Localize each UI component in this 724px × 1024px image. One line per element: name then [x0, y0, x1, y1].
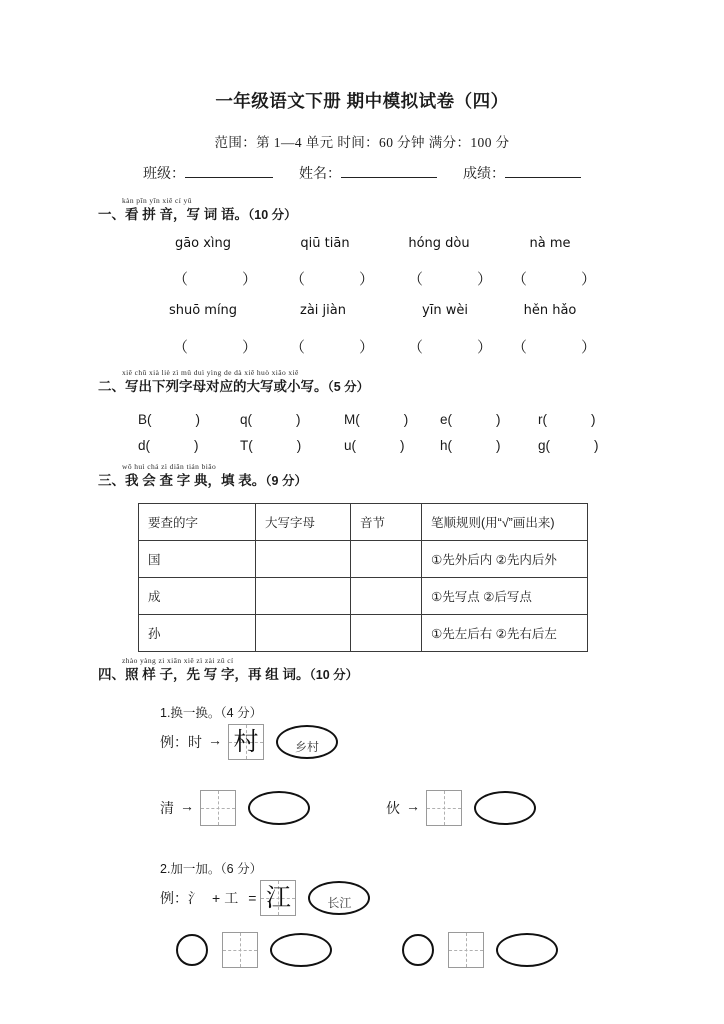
- letter-item[interactable]: q(): [240, 412, 301, 427]
- exercise-item-2: [386, 790, 536, 826]
- arrow-icon: →: [406, 800, 420, 815]
- name-field[interactable]: [341, 177, 437, 178]
- item-prompt: 清: [160, 800, 174, 816]
- answer-bracket[interactable]: （ ）: [512, 272, 597, 288]
- letter-item[interactable]: B(): [138, 412, 201, 427]
- character-grid-box[interactable]: [426, 790, 462, 826]
- letter-item[interactable]: M(): [344, 412, 409, 427]
- score-field[interactable]: [505, 177, 581, 178]
- ellipse-word: 乡村: [294, 739, 319, 754]
- pinyin-word: nà me: [529, 236, 571, 251]
- table-cell-letter[interactable]: [256, 578, 351, 615]
- section-2-heading: [98, 368, 369, 396]
- example-item-换一换: [160, 724, 338, 760]
- table-cell-syllable[interactable]: [351, 578, 422, 615]
- exercise-item-3: [176, 932, 332, 968]
- table-cell-char: 成: [139, 578, 256, 615]
- pinyin-word: hěn hǎo: [523, 303, 577, 318]
- exercise-item-1: [160, 790, 310, 826]
- table-cell-syllable[interactable]: [351, 541, 422, 578]
- item-prompt: 伙: [386, 800, 400, 816]
- section-3-pinyin: wǒ huì chá zì diǎn tián biǎo: [122, 462, 217, 471]
- character-grid-box[interactable]: [200, 790, 236, 826]
- word-ellipse[interactable]: [248, 791, 310, 825]
- table-row: [139, 615, 588, 652]
- answer-bracket[interactable]: （ ）: [512, 340, 597, 356]
- answer-bracket[interactable]: （ ）: [290, 340, 375, 356]
- table-header-row: [139, 504, 588, 541]
- letter-item[interactable]: d(): [138, 438, 199, 453]
- character-grid-box[interactable]: [448, 932, 484, 968]
- ellipse-word: 长江: [327, 895, 352, 910]
- table-header-cell: 要查的字: [139, 504, 256, 541]
- table-row: [139, 578, 588, 615]
- equals-icon: =: [248, 890, 257, 906]
- table-cell-rule[interactable]: ①先左后右 ②先右后左: [422, 615, 588, 652]
- arrow-icon: →: [180, 800, 194, 815]
- class-label: 班级：: [143, 167, 185, 182]
- ellipse-word: [272, 935, 330, 965]
- pinyin-word: shuō míng: [168, 303, 238, 318]
- example-prompt: 例：氵: [160, 890, 202, 906]
- plus-icon: +: [212, 890, 221, 906]
- ellipse-word: [498, 935, 556, 965]
- letter-item[interactable]: u(): [344, 438, 405, 453]
- letter-item[interactable]: e(): [440, 412, 501, 427]
- example-prompt: 例：时: [160, 734, 202, 750]
- table-cell-letter[interactable]: [256, 615, 351, 652]
- pinyin-word: qiū tiān: [300, 236, 350, 251]
- answer-bracket[interactable]: （ ）: [408, 340, 493, 356]
- table-cell-char: 国: [139, 541, 256, 578]
- grid-character: [427, 791, 461, 825]
- character-grid-box[interactable]: [222, 932, 258, 968]
- pinyin-word: zài jiàn: [300, 303, 346, 318]
- table-header-cell: 大写字母: [256, 504, 351, 541]
- table-cell-rule[interactable]: ①先写点 ②后写点: [422, 578, 588, 615]
- example-component: 工: [224, 890, 239, 906]
- pinyin-word: gāo xìng: [174, 236, 232, 251]
- example-item-加一加: [160, 880, 370, 916]
- table-cell-rule[interactable]: ①先外后内 ②先内后外: [422, 541, 588, 578]
- table-header-cell: 音节: [351, 504, 422, 541]
- score-label: 成绩：: [463, 167, 505, 182]
- subsection-4-2-label: 2.加一加。（6 分）: [160, 862, 263, 876]
- grid-character: [223, 933, 257, 967]
- word-ellipse[interactable]: [276, 725, 338, 759]
- section-3-title: 三、我 会 查 字 典，填 表。（9 分）: [98, 473, 307, 488]
- class-field[interactable]: [185, 177, 273, 178]
- exam-subtitle: 范围：第 1—4 单元 时间：60 分钟 满分：100 分: [214, 135, 510, 150]
- answer-bracket[interactable]: （ ）: [408, 272, 493, 288]
- section-1-heading: [98, 196, 297, 224]
- name-label: 姓名：: [299, 167, 341, 182]
- letter-item[interactable]: h(): [440, 438, 501, 453]
- character-grid-box[interactable]: [260, 880, 296, 916]
- table-cell-letter[interactable]: [256, 541, 351, 578]
- grid-character: [449, 933, 483, 967]
- section-4-title: 四、照 样 子，先 写 字，再 组 词。（10 分）: [98, 667, 359, 682]
- grid-character: [201, 791, 235, 825]
- section-2-pinyin: xiě chū xià liè zì mǔ duì yìng de dà xiě huò xiǎo xiě: [122, 368, 299, 377]
- table-header-cell: 笔顺规则(用“√”画出来): [422, 504, 588, 541]
- pinyin-word: yīn wèi: [422, 303, 468, 318]
- table-cell-syllable[interactable]: [351, 615, 422, 652]
- exercise-item-4: [402, 932, 558, 968]
- answer-bracket[interactable]: （ ）: [173, 340, 258, 356]
- answer-bracket[interactable]: （ ）: [290, 272, 375, 288]
- component-circle[interactable]: [176, 934, 208, 966]
- subsection-4-1-label: 1.换一换。（4 分）: [160, 706, 263, 720]
- letter-item[interactable]: T(): [240, 438, 302, 453]
- student-info-line: [0, 163, 724, 183]
- page-title: 一年级语文下册 期中模拟试卷（四）: [215, 91, 509, 111]
- section-3-heading: [98, 462, 307, 490]
- word-ellipse[interactable]: [308, 881, 370, 915]
- section-4-pinyin: zhào yàng zi xiān xiě zì zài zǔ cí: [122, 656, 234, 665]
- dictionary-table: [138, 503, 588, 652]
- word-ellipse[interactable]: [496, 933, 558, 967]
- word-ellipse[interactable]: [270, 933, 332, 967]
- section-1-pinyin: kàn pīn yīn xiě cí yǔ: [122, 196, 192, 205]
- grid-character: 村: [233, 727, 259, 756]
- ellipse-word: [476, 793, 534, 823]
- character-grid-box[interactable]: [228, 724, 264, 760]
- section-1-title: 一、看 拼 音，写 词 语。（10 分）: [98, 207, 297, 222]
- arrow-icon: →: [208, 734, 222, 749]
- table-cell-char: 孙: [139, 615, 256, 652]
- word-ellipse[interactable]: [474, 791, 536, 825]
- pinyin-word: hóng dòu: [408, 236, 470, 251]
- letter-item[interactable]: r(): [538, 412, 596, 427]
- letter-item[interactable]: g(): [538, 438, 599, 453]
- ellipse-word: [250, 793, 308, 823]
- grid-character: 江: [265, 883, 291, 912]
- section-4-heading: [98, 656, 358, 684]
- component-circle[interactable]: [402, 934, 434, 966]
- answer-bracket[interactable]: （ ）: [173, 272, 258, 288]
- table-row: [139, 541, 588, 578]
- section-2-title: 二、写出下列字母对应的大写或小写。（5 分）: [98, 379, 370, 394]
